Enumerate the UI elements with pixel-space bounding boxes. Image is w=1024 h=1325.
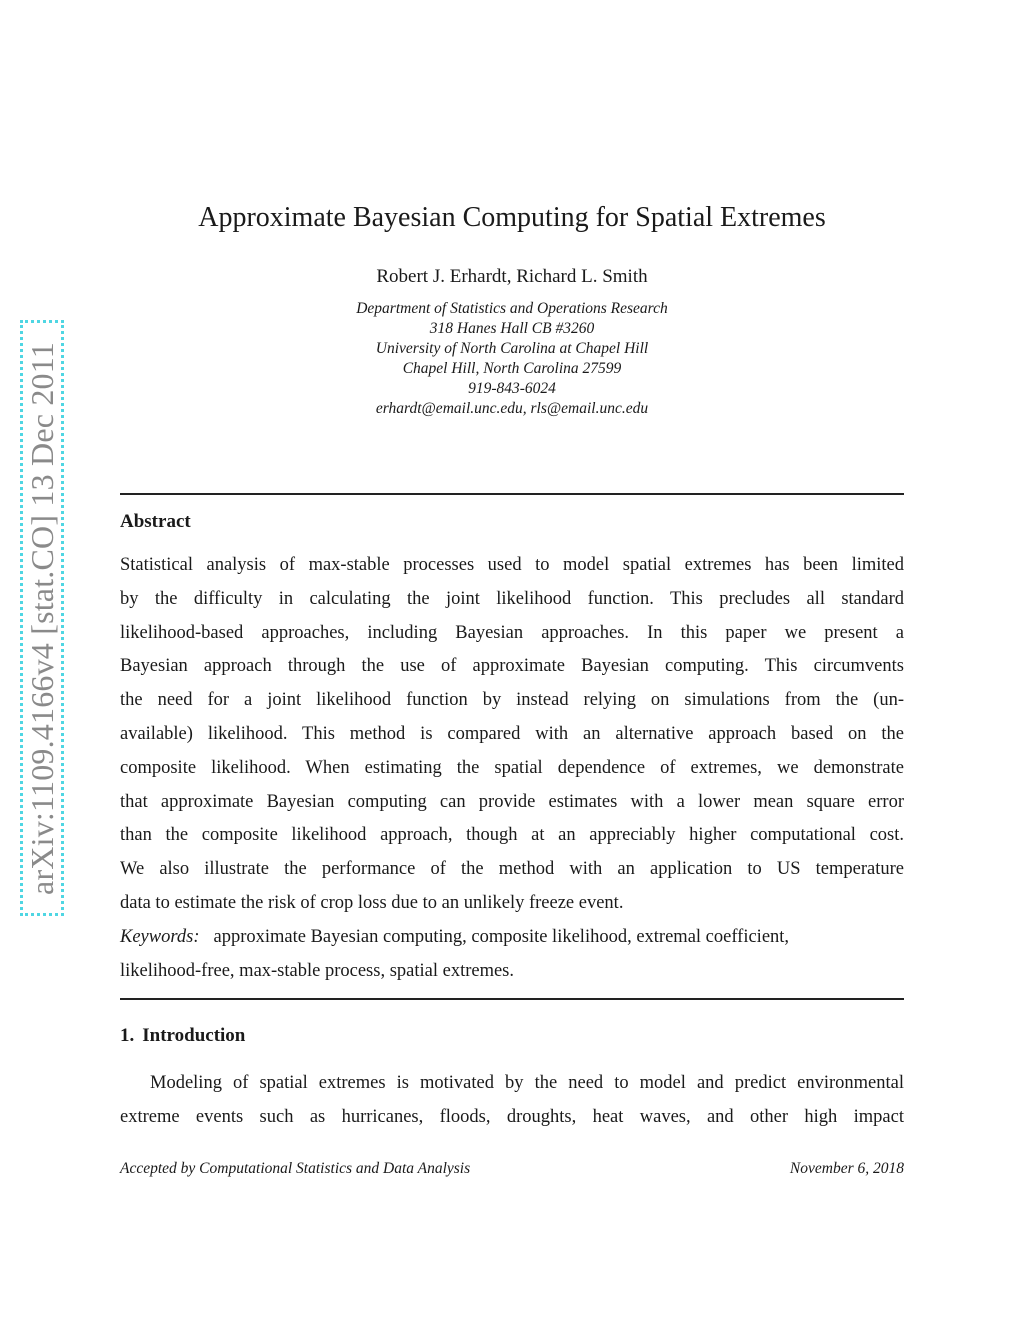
abstract-line: composite likelihood. When estimating the spatial dependence of extremes, we demonstrate	[120, 757, 904, 778]
abstract-line: Statistical analysis of max-stable processes used to model spatial extremes has been limited	[120, 555, 904, 575]
footer-date: November 6, 2018	[789, 1160, 904, 1177]
arxiv-identifier: arXiv:1109.4166v4 [stat.CO] 13 Dec 2011	[23, 341, 60, 895]
affiliation-emails: erhardt@email.unc.edu, rls@email.unc.edu	[375, 400, 649, 417]
abstract-line: likelihood-based approaches, including Bayesian approaches. In this paper we present a	[120, 622, 904, 643]
abstract-line: by the difficulty in calculating the joint likelihood function. This precludes all standard	[120, 588, 904, 609]
section-number: 1.	[120, 1025, 135, 1046]
arxiv-stamp	[20, 320, 64, 916]
abstract-line: Bayesian approach through the use of approximate Bayesian computing. This circumvents	[120, 656, 904, 677]
abstract-line: data to estimate the risk of crop loss due to an unlikely freeze event.	[120, 892, 624, 913]
abstract-body	[120, 549, 904, 988]
keywords-line-1	[120, 921, 904, 955]
page-footer	[120, 1160, 904, 1178]
abstract-bottom-rule	[120, 998, 904, 1000]
affiliation-university: University of North Carolina at Chapel Hill	[375, 340, 649, 357]
keywords-line-2: likelihood-free, max-stable process, spatial extremes.	[120, 960, 515, 981]
intro-line: extreme events such as hurricanes, floods, droughts, heat waves, and other high impact	[120, 1106, 904, 1127]
affiliation-address: 318 Hanes Hall CB #3260	[429, 320, 595, 337]
intro-line: Modeling of spatial extremes is motivated by the need to model and predict environmental	[150, 1073, 904, 1093]
abstract-line: that approximate Bayesian computing can provide estimates with a lower mean square error	[120, 791, 904, 812]
affiliation-block	[120, 299, 904, 419]
section-title: Introduction	[142, 1025, 246, 1046]
abstract-line: We also illustrate the performance of the method with an application to US temperature	[120, 859, 904, 880]
footer-journal: Accepted by Computational Statistics and Data Analysis	[120, 1160, 471, 1177]
abstract-line: available) likelihood. This method is compared with an alternative approach based on the	[120, 723, 904, 744]
paper-title: Approximate Bayesian Computing for Spatial Extremes	[198, 202, 826, 233]
affiliation-phone: 919-843-6024	[468, 380, 556, 397]
author-list: Robert J. Erhardt, Richard L. Smith	[376, 266, 648, 287]
abstract-top-rule	[120, 493, 904, 495]
abstract-line: the need for a joint likelihood function by instead relying on simulations from the (un-	[120, 690, 904, 711]
abstract-line: than the composite likelihood approach, though at an appreciably higher computational cost.	[120, 825, 904, 846]
introduction-body	[120, 1067, 904, 1135]
keywords-text: approximate Bayesian computing, composite likelihood, extremal coefficient,	[213, 926, 790, 947]
keywords-label: Keywords:	[120, 926, 200, 947]
abstract-heading: Abstract	[120, 511, 191, 532]
section-heading-introduction	[120, 1025, 245, 1047]
affiliation-department: Department of Statistics and Operations Research	[356, 300, 668, 317]
affiliation-city: Chapel Hill, North Carolina 27599	[402, 360, 622, 377]
